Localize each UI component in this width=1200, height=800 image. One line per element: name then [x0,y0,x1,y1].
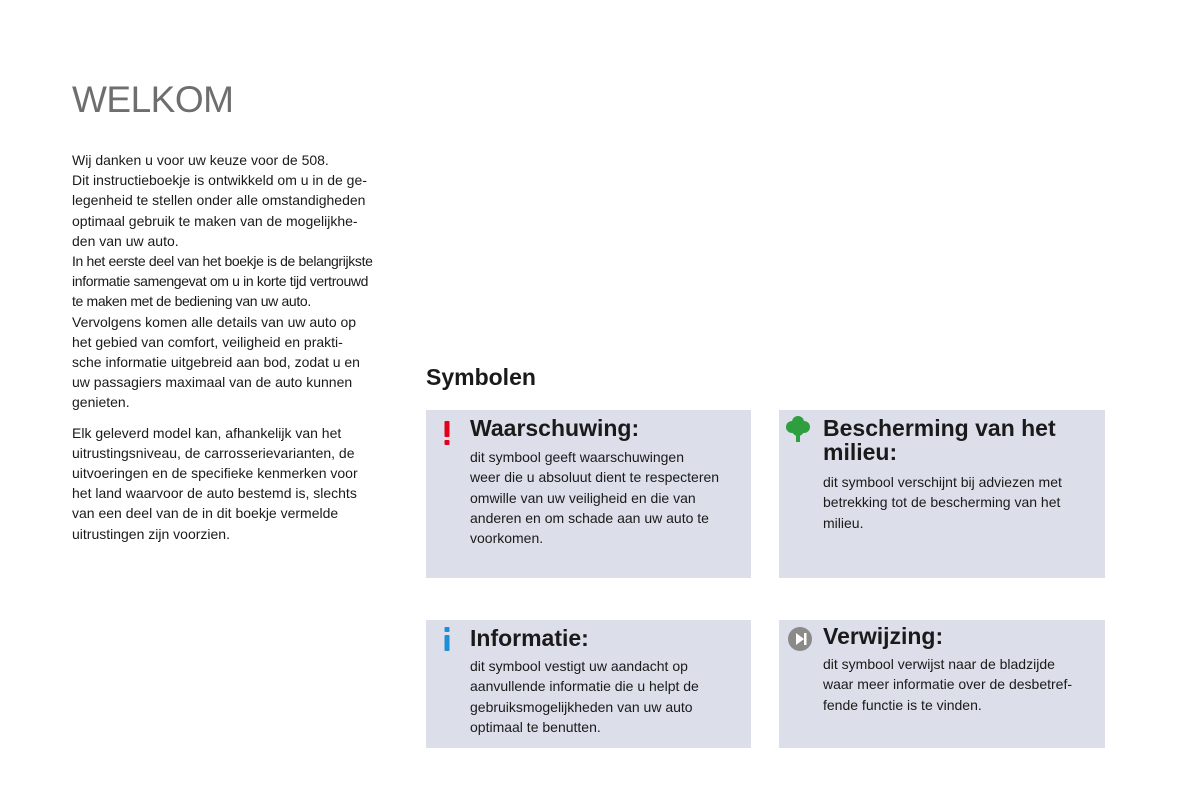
paragraph-gap [72,413,402,423]
card-body-line: dit symbool verschijnt bij adviezen met [823,474,1062,490]
intro-line: sche informatie uitgebreid aan bod, zodat u en [72,354,360,371]
card-body-line: voorkomen. [470,530,544,547]
card-body [470,656,745,737]
intro-line: In het eerste deel van het boekje is de belangrijkste [72,253,373,270]
card-title-line: milieu: [823,439,898,465]
environment-card [779,410,1105,578]
card-title-line: Bescherming van het [823,415,1056,441]
card-title: Waarschuwing: [470,415,640,441]
intro-line: uw passagiers maximaal van de auto kunnen [72,374,353,391]
card-body [470,447,745,548]
intro-line: het gebied van comfort, veiligheid en prakti- [72,333,343,350]
card-body-line: optimaal te benutten. [470,718,601,735]
intro-line: legenheid te stellen onder alle omstandigheden [72,192,366,209]
card-body-line: gebruiksmogelijkheden van uw auto [470,698,693,715]
info-card [426,620,751,748]
card-body [823,472,1099,533]
intro-line: uitvoeringen en de specifieke kenmerken voor [72,465,358,482]
card-title: Verwijzing: [823,623,944,649]
card-body-line: dit symbool geeft waarschuwingen [470,449,685,465]
card-body-line: milieu. [823,514,864,531]
tree-icon [785,416,811,442]
intro-line: Elk geleverd model kan, afhankelijk van het [72,424,342,441]
card-body-line: fende functie is te vinden. [823,696,982,713]
intro-line: uitrustingsniveau, de carrosserievarianten, de [72,444,355,461]
card-body-line: waar meer informatie over de desbetref- [823,676,1072,693]
intro-line: den van uw auto. [72,232,179,249]
intro-line: Vervolgens komen alle details van uw auto op [72,313,357,330]
intro-line: informatie samengevat om u in korte tijd vertrouwd [72,273,369,290]
card-body-line: omwille van uw veiligheid en die van [470,489,696,506]
card-body [823,654,1099,715]
intro-line: optimaal gebruik te maken van de mogelijkhe- [72,212,358,229]
reference-arrow-icon [787,626,813,652]
intro-line: genieten. [72,394,130,411]
intro-line: te maken met de bediening van uw auto. [72,293,311,310]
card-title: Informatie: [470,625,589,651]
card-body-line: dit symbool vestigt uw aandacht op [470,658,688,674]
symbols-heading: Symbolen [426,364,536,390]
intro-line: Wij danken u voor uw keuze voor de 508. [72,152,329,168]
intro-line: van een deel van de in dit boekje vermelde [72,505,339,522]
info-icon [434,626,460,652]
intro-line: Dit instructieboekje is ontwikkeld om u in de ge- [72,172,367,189]
warning-card [426,410,751,578]
card-body-line: aanvullende informatie die u helpt de [470,678,699,695]
intro-text [72,150,402,544]
exclamation-icon [434,420,460,446]
intro-line: het land waarvoor de auto bestemd is, slechts [72,485,357,502]
card-body-line: dit symbool verwijst naar de bladzijde [823,656,1055,672]
card-body-line: anderen en om schade aan uw auto te [470,509,709,526]
intro-line: uitrustingen zijn voorzien. [72,525,230,542]
card-title [823,416,1095,464]
page-title: WELKOM [72,79,234,120]
card-body-line: betrekking tot de bescherming van het [823,494,1061,511]
card-body-line: weer die u absoluut dient te respecteren [470,469,720,486]
reference-card [779,620,1105,748]
